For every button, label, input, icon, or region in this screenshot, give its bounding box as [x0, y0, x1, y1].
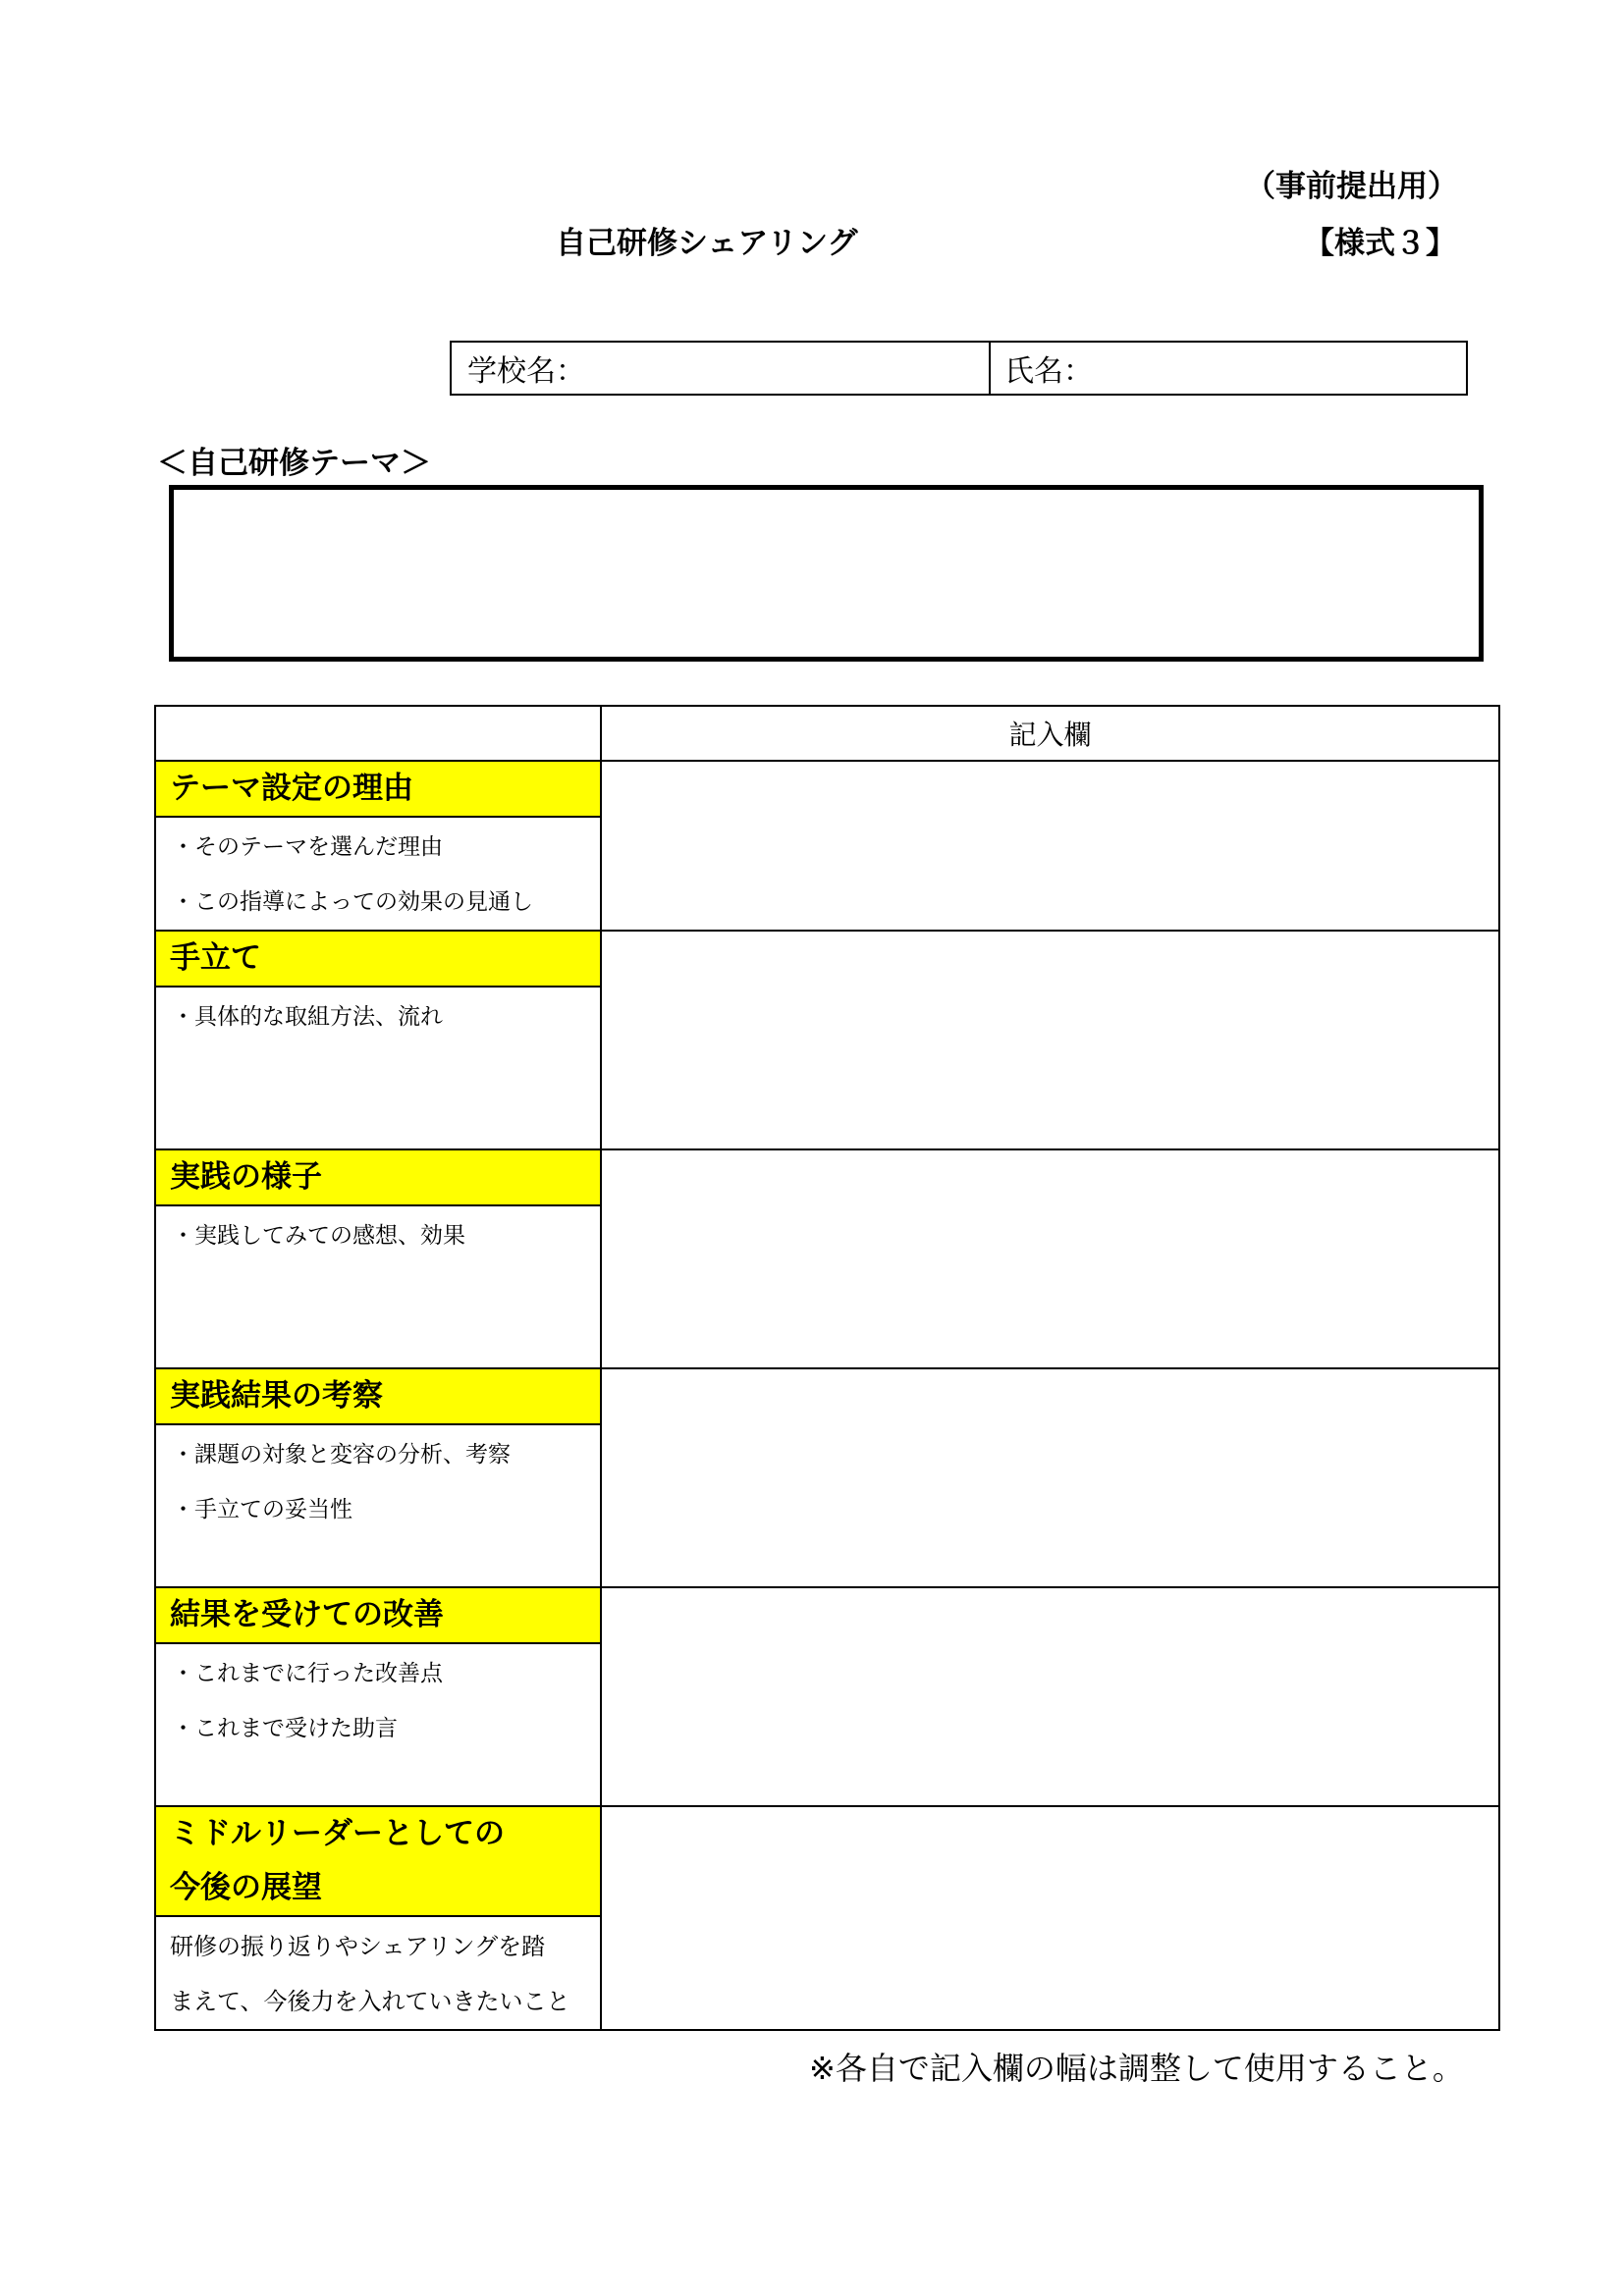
row-title: 実践の様子 [156, 1150, 600, 1206]
school-name-label: 学校名： [467, 354, 585, 389]
page-title: 自己研修シェアリング [556, 226, 858, 261]
row-title-line: 今後の展望 [170, 1870, 322, 1905]
form-number: 【様式３】 [1304, 226, 1456, 261]
entry-cell[interactable] [601, 931, 1499, 1149]
entry-cell[interactable] [601, 1149, 1499, 1368]
info-box [450, 341, 1468, 396]
row-label-cell [155, 761, 601, 931]
table-row [155, 1368, 1499, 1587]
school-name-field[interactable] [452, 343, 991, 394]
entry-cell[interactable] [601, 1587, 1499, 1806]
table-row [155, 1587, 1499, 1806]
row-hint: 研修の振り返りやシェアリングを踏 [170, 1933, 546, 1960]
row-title: 手立て [156, 932, 600, 988]
row-hint: ・手立ての妥当性 [172, 1497, 352, 1522]
row-hint: ・これまでに行った改善点 [172, 1661, 443, 1686]
row-label-cell [155, 1149, 601, 1368]
table-row [155, 931, 1499, 1149]
row-hints [156, 1425, 600, 1537]
theme-input-box[interactable] [169, 485, 1484, 662]
entry-cell[interactable] [601, 1806, 1499, 2030]
row-hints [156, 1644, 600, 1756]
row-hint: ・課題の対象と変容の分析、考察 [172, 1442, 511, 1468]
table-header-row [155, 706, 1499, 761]
row-hints [156, 988, 600, 1044]
row-title: テーマ設定の理由 [156, 762, 600, 818]
theme-heading: ＜自己研修テーマ＞ [157, 446, 431, 481]
person-name-label: 氏名： [1004, 354, 1093, 389]
row-hints [156, 1917, 600, 2029]
row-hints [156, 1206, 600, 1263]
row-label-cell [155, 1368, 601, 1587]
header-blank-cell [155, 706, 601, 761]
person-name-field[interactable] [991, 343, 1466, 394]
row-hint: ・そのテーマを選んだ理由 [172, 834, 443, 860]
row-hints [156, 818, 600, 930]
row-hint: まえて、今後力を入れていきたいこと [170, 1988, 570, 2015]
table-row [155, 1806, 1499, 2030]
row-label-cell [155, 931, 601, 1149]
table-row [155, 761, 1499, 931]
footer-note: ※各自で記入欄の幅は調整して使用すること。 [809, 2050, 1464, 2087]
row-label-cell [155, 1587, 601, 1806]
entry-cell[interactable] [601, 761, 1499, 931]
table-row [155, 1149, 1499, 1368]
submission-note: （事前提出用） [1245, 169, 1458, 204]
row-title: 実践結果の考察 [156, 1369, 600, 1425]
row-hint: ・実践してみての感想、効果 [172, 1223, 465, 1249]
row-title: 結果を受けての改善 [156, 1588, 600, 1644]
row-title [156, 1807, 600, 1917]
row-title-line: ミドルリーダーとしての [170, 1816, 505, 1851]
row-hint: ・この指導によっての効果の見通し [172, 889, 533, 915]
row-label-cell [155, 1806, 601, 2030]
entry-column-header: 記入欄 [601, 706, 1499, 761]
entry-cell[interactable] [601, 1368, 1499, 1587]
row-hint: ・具体的な取組方法、流れ [172, 1004, 443, 1030]
row-hint: ・これまで受けた助言 [172, 1716, 398, 1741]
entry-table [154, 705, 1500, 2031]
